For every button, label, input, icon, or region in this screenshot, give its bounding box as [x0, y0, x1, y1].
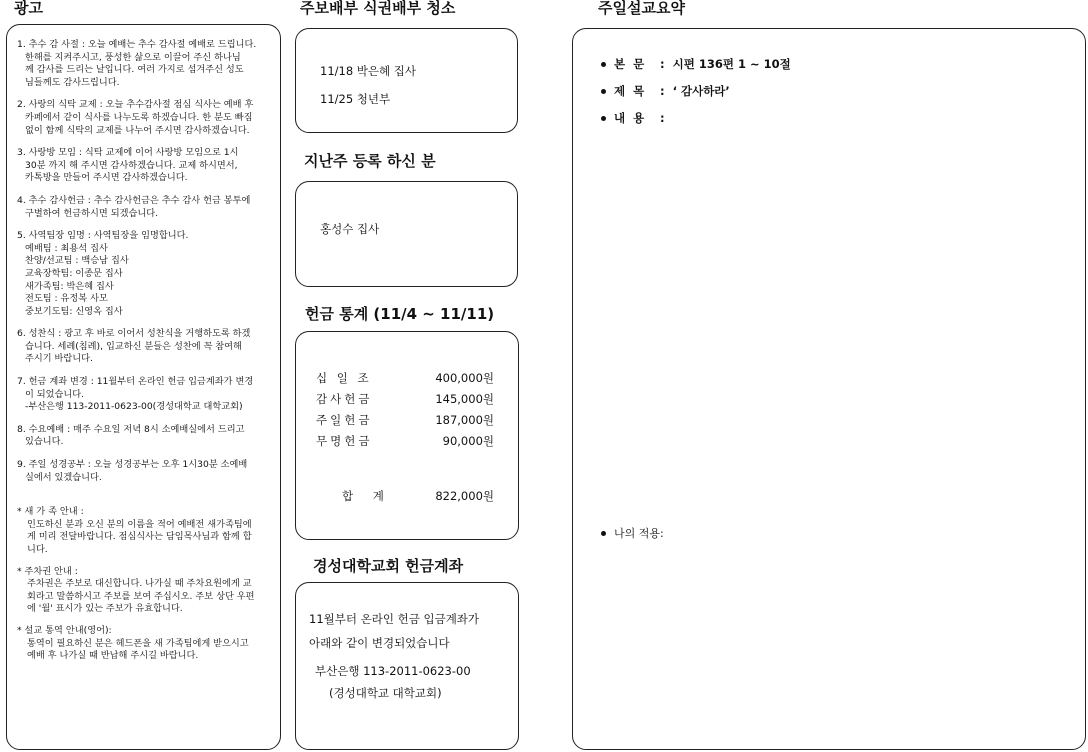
announcement-text: 카페에서 같이 식사를 나누도록 하겠습니다. 한 분도 빠짐 — [25, 111, 253, 123]
duty-panel — [295, 28, 518, 133]
colon: : — [660, 84, 665, 98]
announcement-text: 구별하여 헌금하시면 되겠습니다. — [25, 207, 159, 219]
announcement-text: 실에서 있겠습니다. — [25, 471, 102, 483]
offering-label: 감사헌금 — [316, 392, 373, 406]
sermon-label: 내 용 — [614, 111, 647, 125]
announcement-item — [17, 39, 268, 89]
note-text: 예배 후 나가실 때 반납해 주시길 바랍니다. — [27, 650, 199, 662]
application-row — [601, 525, 664, 541]
announcement-text: 님들께도 감사드립니다. — [25, 76, 120, 88]
application-label: 나의 적용: — [614, 527, 664, 540]
registration-title: 지난주 등록 하신 분 — [304, 152, 436, 170]
announcement-text: 1. 추수 감 사절 : 오늘 예배는 추수 감사절 예배로 드립니다. — [17, 39, 257, 50]
offering-total-label: 합 계 — [342, 489, 392, 503]
note-text: 게 미리 전달바랍니다. 점심식사는 담임목사님과 함께 합 — [27, 531, 252, 543]
announcement-text: 9. 주일 성경공부 : 오늘 성경공부는 오후 1시30분 소예배 — [17, 459, 248, 471]
announcement-text: 2. 사랑의 식탁 교제 : 오늘 추수감사절 점심 식사는 예배 후 — [17, 99, 254, 111]
account-line: 11월부터 온라인 헌금 입금계좌가 — [309, 612, 480, 626]
announcement-note — [17, 625, 268, 663]
announcement-item — [17, 424, 268, 449]
announcement-item — [17, 147, 268, 185]
note-title: * 새 가 족 안내 : — [17, 506, 84, 518]
announcement-text: 4. 추수 감사헌금 : 추수 감사헌금은 추수 감사 헌금 봉투에 — [17, 194, 251, 206]
announcement-text: 교육장학팀: 이종문 집사 — [25, 267, 123, 279]
announcements-notes — [17, 506, 268, 663]
note-title: * 설교 통역 안내(영어): — [17, 624, 112, 636]
announcement-text: 8. 수요예배 : 매주 수요일 저녁 8시 소예배실에서 드리고 — [17, 423, 245, 435]
sermon-title: 주일설교요약 — [598, 0, 685, 17]
announcements-title: 광고 — [14, 0, 43, 17]
sermon-value: 시편 136편 1 ~ 10절 — [672, 57, 791, 71]
announcement-text: 주시기 바랍니다. — [25, 353, 93, 365]
announcement-text: 습니다. 세례(침례), 입교하신 분들은 성찬에 꼭 참여해 — [25, 340, 242, 352]
registration-panel — [295, 181, 518, 287]
sermon-label: 본 문 — [614, 57, 647, 71]
note-text: 에 '월' 표시가 있는 주보가 유효합니다. — [27, 603, 183, 615]
duty-line: 11/25 청년부 — [320, 92, 391, 106]
announcement-item — [17, 195, 268, 220]
note-text: 니다. — [27, 544, 48, 555]
offering-label: 주일헌금 — [316, 413, 373, 427]
announcement-text: 새가족팀: 박은혜 집사 — [25, 280, 114, 292]
offering-total-amount: 822,000원 — [435, 489, 494, 503]
announcement-item — [17, 459, 268, 484]
announcement-text: 께 감사를 드리는 날입니다. 여러 가지로 섬겨주신 성도 — [25, 64, 244, 76]
sermon-row — [601, 51, 1085, 78]
account-number: 부산은행 113-2011-0623-00 — [315, 664, 471, 678]
offering-amount: 187,000원 — [435, 413, 494, 427]
announcement-text: 3. 사랑방 모임 : 식탁 교제에 이어 사랑방 모임으로 1시 — [17, 147, 239, 159]
announcements-list — [17, 39, 268, 484]
announcement-item — [17, 230, 268, 318]
bullet-icon — [601, 531, 606, 536]
announcement-text: 없이 함께 식탁의 교제를 나누어 주시면 감사하겠습니다. — [25, 124, 250, 136]
account-title: 경성대학교회 헌금계좌 — [313, 557, 464, 575]
sermon-row — [601, 78, 1085, 105]
announcement-text: 전도팀 : 유정복 사모 — [25, 293, 108, 305]
announcement-text: 이 되었습니다. — [25, 388, 85, 400]
offering-total-row — [316, 486, 494, 507]
offering-amount: 145,000원 — [435, 392, 494, 406]
offering-row — [316, 431, 494, 452]
offering-title: 헌금 통계 (11/4 ~ 11/11) — [305, 305, 495, 323]
sermon-label: 제 목 — [614, 84, 647, 98]
bullet-icon — [601, 89, 606, 94]
offering-row — [316, 368, 494, 389]
announcement-note — [17, 566, 268, 616]
offering-amount: 90,000원 — [442, 434, 494, 448]
offering-row — [316, 389, 494, 410]
announcement-item — [17, 376, 268, 414]
offering-label: 십 일 조 — [316, 371, 372, 385]
offering-label: 무명헌금 — [316, 434, 373, 448]
announcement-text: 예배팀 : 최용석 집사 — [25, 242, 108, 254]
announcement-text: 6. 성찬식 : 광고 후 바로 이어서 성찬식을 거행하도록 하겠 — [17, 328, 251, 340]
announcement-text: 7. 헌금 계좌 변경 : 11월부터 온라인 헌금 입금계좌가 변경 — [17, 376, 254, 388]
note-text: 회라고 말씀하시고 주보를 보여 주십시오. 주보 상단 우편 — [27, 590, 255, 602]
announcements-panel — [6, 24, 281, 750]
announcement-text: 한해를 지켜주시고, 풍성한 삶으로 이끌어 주신 하나님 — [25, 51, 241, 63]
duty-line: 11/18 박은혜 집사 — [320, 64, 416, 78]
note-title: * 주차권 안내 : — [17, 565, 78, 577]
duty-title: 주보배부 식권배부 청소 — [300, 0, 456, 17]
colon: : — [660, 57, 665, 71]
offering-row — [316, 410, 494, 431]
announcement-text: 30분 까지 해 주시면 감사하겠습니다. 교제 하시면서, — [25, 159, 238, 171]
announcement-text: 찬양/선교팀 : 백승남 집사 — [25, 255, 129, 267]
announcement-note — [17, 506, 268, 556]
announcement-text: -부산은행 113-2011-0623-00(경성대학교 대학교회) — [25, 401, 243, 413]
bullet-icon — [601, 62, 606, 67]
announcement-text: 중보기도팀: 신영옥 집사 — [25, 305, 123, 317]
note-text: 주차권은 주보로 대신합니다. 나가실 때 주차요원에게 교 — [27, 578, 252, 590]
sermon-value: ‘ 감사하라’ — [672, 84, 730, 98]
colon: : — [660, 111, 665, 125]
announcement-text: 있습니다. — [25, 436, 64, 448]
account-panel — [295, 582, 519, 750]
note-text: 통역이 필요하신 분은 헤드폰을 새 가족팀에게 받으시고 — [27, 637, 249, 649]
account-line: 아래와 같이 변경되었습니다 — [309, 636, 450, 650]
announcement-item — [17, 99, 268, 137]
offering-panel — [295, 331, 519, 540]
bullet-icon — [601, 116, 606, 121]
sermon-row — [601, 105, 1085, 132]
announcement-text: 카톡방을 만들어 주시면 감사하겠습니다. — [25, 172, 188, 184]
offering-amount: 400,000원 — [435, 371, 494, 385]
sermon-panel — [572, 28, 1086, 750]
registration-name: 홍성수 집사 — [320, 222, 380, 236]
announcement-text: 5. 사역팀장 임명 : 사역팀장을 임명합니다. — [17, 230, 189, 242]
announcement-item — [17, 328, 268, 366]
note-text: 인도하신 분과 오신 분의 이름을 적어 예배전 새가족팀에 — [27, 518, 252, 530]
account-holder: (경성대학교 대학교회) — [329, 686, 442, 700]
